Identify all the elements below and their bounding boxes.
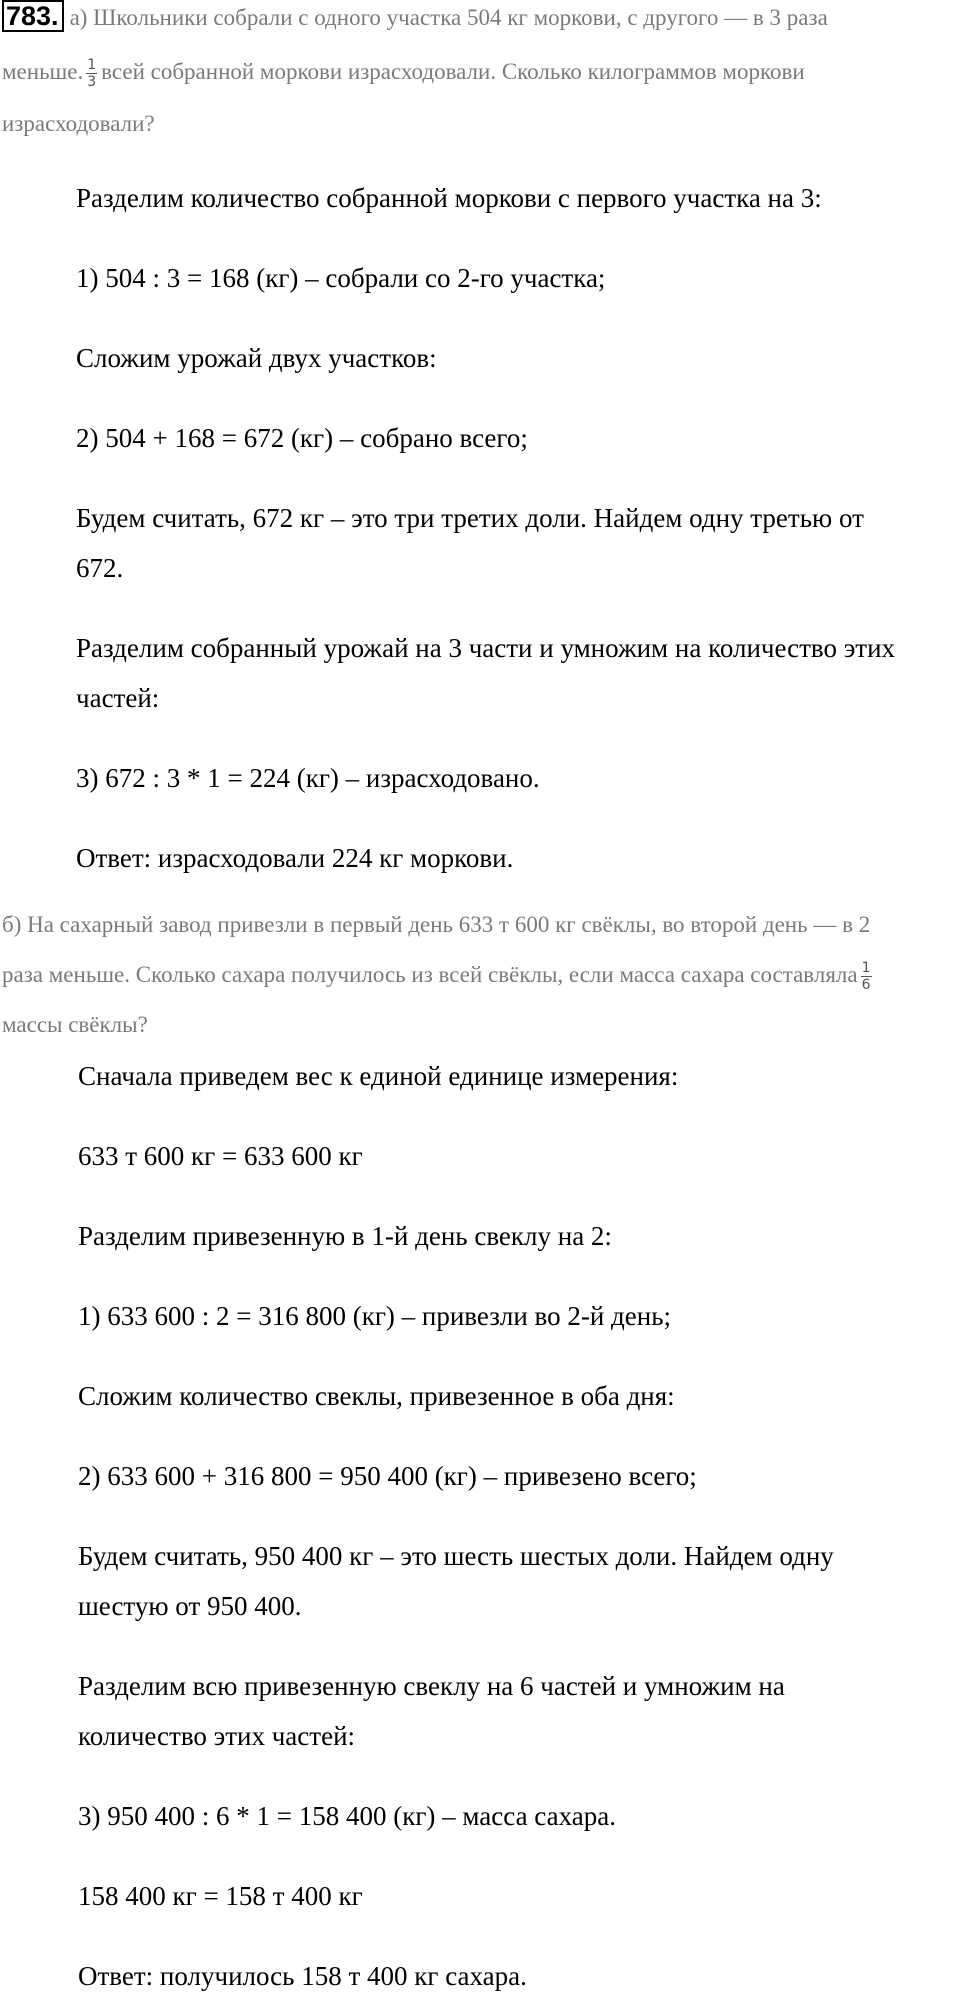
task-a-line-3 [2, 104, 155, 144]
task-a-text-2a: меньше. [2, 59, 84, 84]
solution-a-step-3: 3) 672 : 3 * 1 = 224 (кг) – израсходовано. [76, 763, 540, 793]
solution-a-step-2: 2) 504 + 168 = 672 (кг) – собрано всего; [76, 423, 528, 453]
task-b-text-3: массы свёклы? [2, 1012, 148, 1037]
solution-b-answer: Ответ: получилось 158 т 400 кг сахара. [78, 1961, 527, 1991]
solution-b-step-2: 2) 633 600 + 316 800 = 950 400 (кг) – привезено всего; [78, 1461, 697, 1491]
solution-a-step-intro-3-line-2: частей: [76, 683, 160, 713]
fraction-denominator: 3 [87, 74, 97, 91]
solution-a-answer: Ответ: израсходовали 224 кг моркови. [76, 843, 514, 873]
solution-b-step-1: 1) 633 600 : 2 = 316 800 (кг) – привезли во 2-й день; [78, 1301, 672, 1331]
task-b-line-3 [2, 1005, 148, 1045]
solution-a-step-intro-2: Сложим урожай двух участков: [76, 343, 437, 373]
solution-a-step-intro-3-line-1: Разделим собранный урожай на 3 части и умножим на количество этих [76, 633, 896, 663]
task-a-text-1: а) Школьники собрали с одного участка 504 кг моркови, с другого — в 3 раза [69, 5, 828, 30]
task-b-text-2: раза меньше. Сколько сахара получилось из всей свёклы, если масса сахара составляла [2, 962, 858, 987]
task-a-line-1 [2, 0, 828, 38]
solution-b-step-intro-4-line-1: Разделим всю привезенную свеклу на 6 частей и умножим на [78, 1671, 785, 1701]
solution-b-step-3: 3) 950 400 : 6 * 1 = 158 400 (кг) – масса сахара. [78, 1801, 616, 1831]
solution-b-step-intro-4-line-2: количество этих частей: [78, 1721, 356, 1751]
solution-a-explanation-line-1: Будем считать, 672 кг – это три третих доли. Найдем одну третью от [76, 503, 864, 533]
solution-b-conversion-2: 158 400 кг = 158 т 400 кг [78, 1881, 363, 1911]
task-a-line-2 [2, 52, 805, 92]
solution-b-explanation-line-2: шестую от 950 400. [78, 1591, 302, 1621]
task-number: 783. [2, 0, 64, 32]
solution-a-explanation-line-2: 672. [76, 553, 124, 583]
solution-a-step-intro: Разделим количество собранной моркови с первого участка на 3: [76, 183, 822, 213]
solution-b-step-intro-3: Сложим количество свеклы, привезенное в оба дня: [78, 1381, 675, 1411]
solution-a-step-1: 1) 504 : 3 = 168 (кг) – собрали со 2-го участка; [76, 263, 606, 293]
fraction-one-third [86, 58, 97, 89]
task-b-line-2 [2, 955, 876, 995]
task-a-text-2b: всей собранной моркови израсходовали. Сколько килограммов моркови [101, 59, 805, 84]
fraction-denominator: 6 [861, 977, 871, 994]
solution-b-conversion: 633 т 600 кг = 633 600 кг [78, 1141, 363, 1171]
solution-b-explanation-line-1: Будем считать, 950 400 кг – это шесть шестых доли. Найдем одну [78, 1541, 834, 1571]
fraction-numerator: 1 [861, 960, 871, 977]
solution-b-step-intro-2: Разделим привезенную в 1-й день свеклу на 2: [78, 1221, 612, 1251]
task-b-line-1 [2, 905, 870, 945]
solution-b-step-intro: Сначала приведем вес к единой единице измерения: [78, 1061, 679, 1091]
fraction-one-sixth [861, 961, 872, 992]
task-b-text-1: б) На сахарный завод привезли в первый день 633 т 600 кг свёклы, во второй день — в 2 [2, 912, 871, 937]
task-a-text-3: израсходовали? [2, 111, 155, 136]
fraction-numerator: 1 [87, 57, 97, 74]
